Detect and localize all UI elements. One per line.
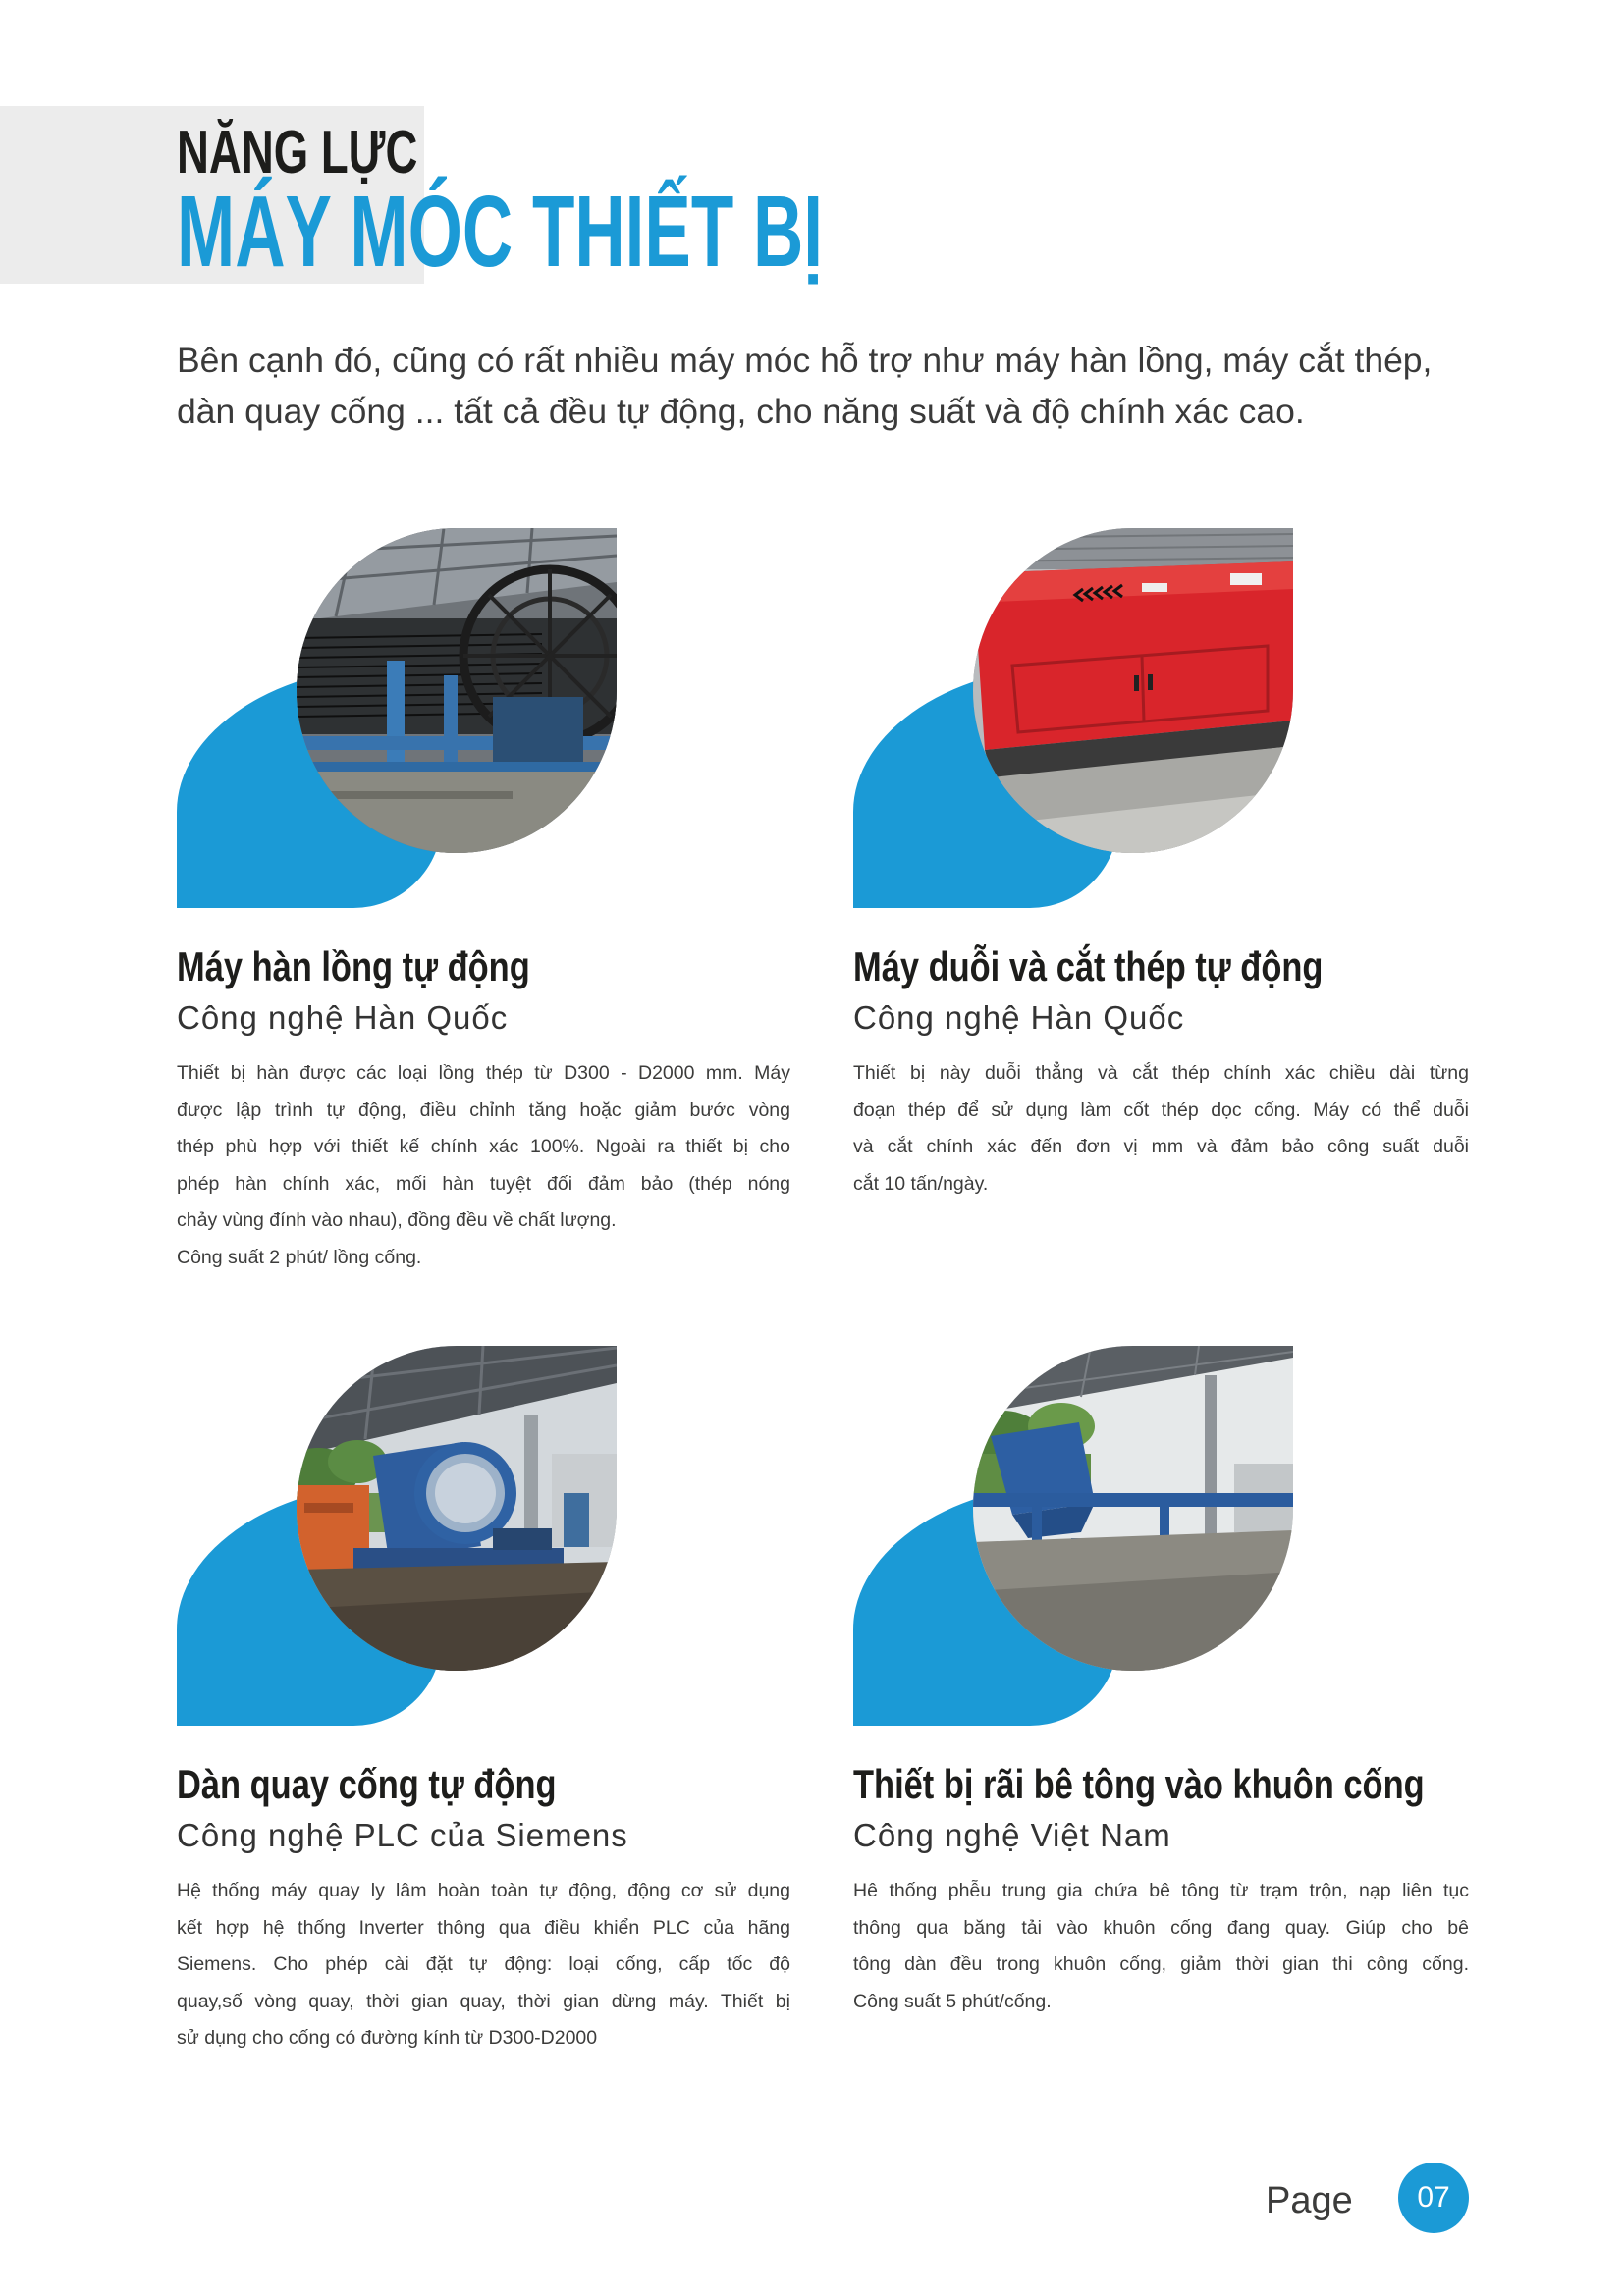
description-line: sử dụng cho cống có đường kính từ D300-D2000	[177, 2027, 598, 2050]
card-description	[853, 1873, 1469, 2020]
intro-paragraph	[177, 335, 1492, 437]
description-line: phép hàn chính xác, mối hàn tuyệt đối đảm bảo (thép nóng	[177, 1172, 790, 1195]
description-line: thông qua băng tải vào khuôn cống đang quay. Giúp cho bê	[853, 1916, 1469, 1939]
concrete-hopper-image	[973, 1346, 1293, 1671]
card-subtitle: Công nghệ PLC của Siemens	[177, 1817, 628, 1853]
card-description	[177, 1055, 790, 1277]
steel-cutting-machine-image	[973, 528, 1293, 853]
card-subtitle: Công nghệ Hàn Quốc	[177, 999, 509, 1036]
description-line: Thiết bị này duỗi thẳng và cắt thép chính xác chiều dài từng	[853, 1062, 1469, 1084]
equipment-card	[853, 1346, 1482, 2092]
card-title: Dàn quay cống tự động	[177, 1761, 557, 1807]
card-description	[177, 1873, 790, 2057]
card-subtitle: Công nghệ Việt Nam	[853, 1817, 1171, 1853]
pipe-spinning-machine-image	[297, 1346, 617, 1671]
pipe-spinning-machine-photo	[297, 1346, 617, 1671]
page-label: Page	[1266, 2180, 1353, 2221]
card-title: Thiết bị rãi bê tông vào khuôn cống	[853, 1761, 1425, 1807]
description-line: Siemens. Cho phép cài đặt tự động: loại cống, cấp tốc độ	[177, 1953, 790, 1976]
equipment-card	[853, 528, 1482, 1274]
description-line: Hệ thống máy quay ly lâm hoàn toàn tự động, động cơ sử dụng	[177, 1880, 790, 1901]
description-line: Công suất 2 phút/ lồng cống.	[177, 1246, 422, 1268]
description-line: Hê thống phễu trung gia chứa bê tông từ trạm trộn, nạp liên tục	[853, 1880, 1469, 1901]
intro-line: Bên cạnh đó, cũng có rất nhiều máy móc hỗ trợ như máy hàn lồng, máy cắt thép,	[177, 341, 1433, 380]
section-kicker: NĂNG LỰC	[177, 119, 418, 187]
description-line: thép phù hợp với thiết kế chính xác 100%. Ngoài ra thiết bị cho	[177, 1136, 790, 1158]
description-line: và cắt chính xác đến đơn vị mm và đảm bảo công suất duỗi	[853, 1136, 1469, 1158]
cage-welding-machine-image	[297, 528, 617, 853]
description-line: kết hợp hệ thống Inverter thông qua điều khiển PLC của hãng	[177, 1916, 790, 1939]
intro-line: dàn quay cống ... tất cả đều tự động, cho năng suất và độ chính xác cao.	[177, 392, 1305, 431]
description-line: quay,số vòng quay, thời gian quay, thời gian dừng máy. Thiết bị	[177, 1990, 790, 2012]
steel-straightening-cutting-machine-photo	[973, 528, 1293, 853]
equipment-card	[177, 1346, 805, 2092]
description-line: tông dàn đều trong khuôn cống, giảm thời gian thi công cống.	[853, 1953, 1469, 1976]
description-line: được lập trình tự động, điều chỉnh tăng hoặc giảm bước vòng	[177, 1098, 790, 1121]
cage-welding-machine-photo	[297, 528, 617, 853]
equipment-card	[177, 528, 805, 1274]
card-subtitle: Công nghệ Hàn Quốc	[853, 999, 1185, 1036]
description-line: chảy vùng đính vào nhau), đồng đều về chất lượng.	[177, 1209, 617, 1232]
card-title: Máy duỗi và cắt thép tự động	[853, 943, 1324, 989]
description-line: cắt 10 tấn/ngày.	[853, 1172, 989, 1195]
page-number: 07	[1417, 2181, 1450, 2214]
concrete-feeding-hopper-photo	[973, 1346, 1293, 1671]
description-line: Thiết bị hàn được các loại lồng thép từ D300 - D2000 mm. Máy	[177, 1062, 790, 1084]
description-line: đoạn thép để sử dụng làm cốt thép dọc cống. Máy có thể duỗi	[853, 1098, 1469, 1121]
card-description	[853, 1055, 1469, 1202]
description-line: Công suất 5 phút/cống.	[853, 1990, 1052, 2012]
page-number-badge	[1398, 2163, 1469, 2233]
section-title: MÁY MÓC THIẾT BỊ	[177, 175, 824, 288]
card-title: Máy hàn lồng tự động	[177, 943, 530, 989]
